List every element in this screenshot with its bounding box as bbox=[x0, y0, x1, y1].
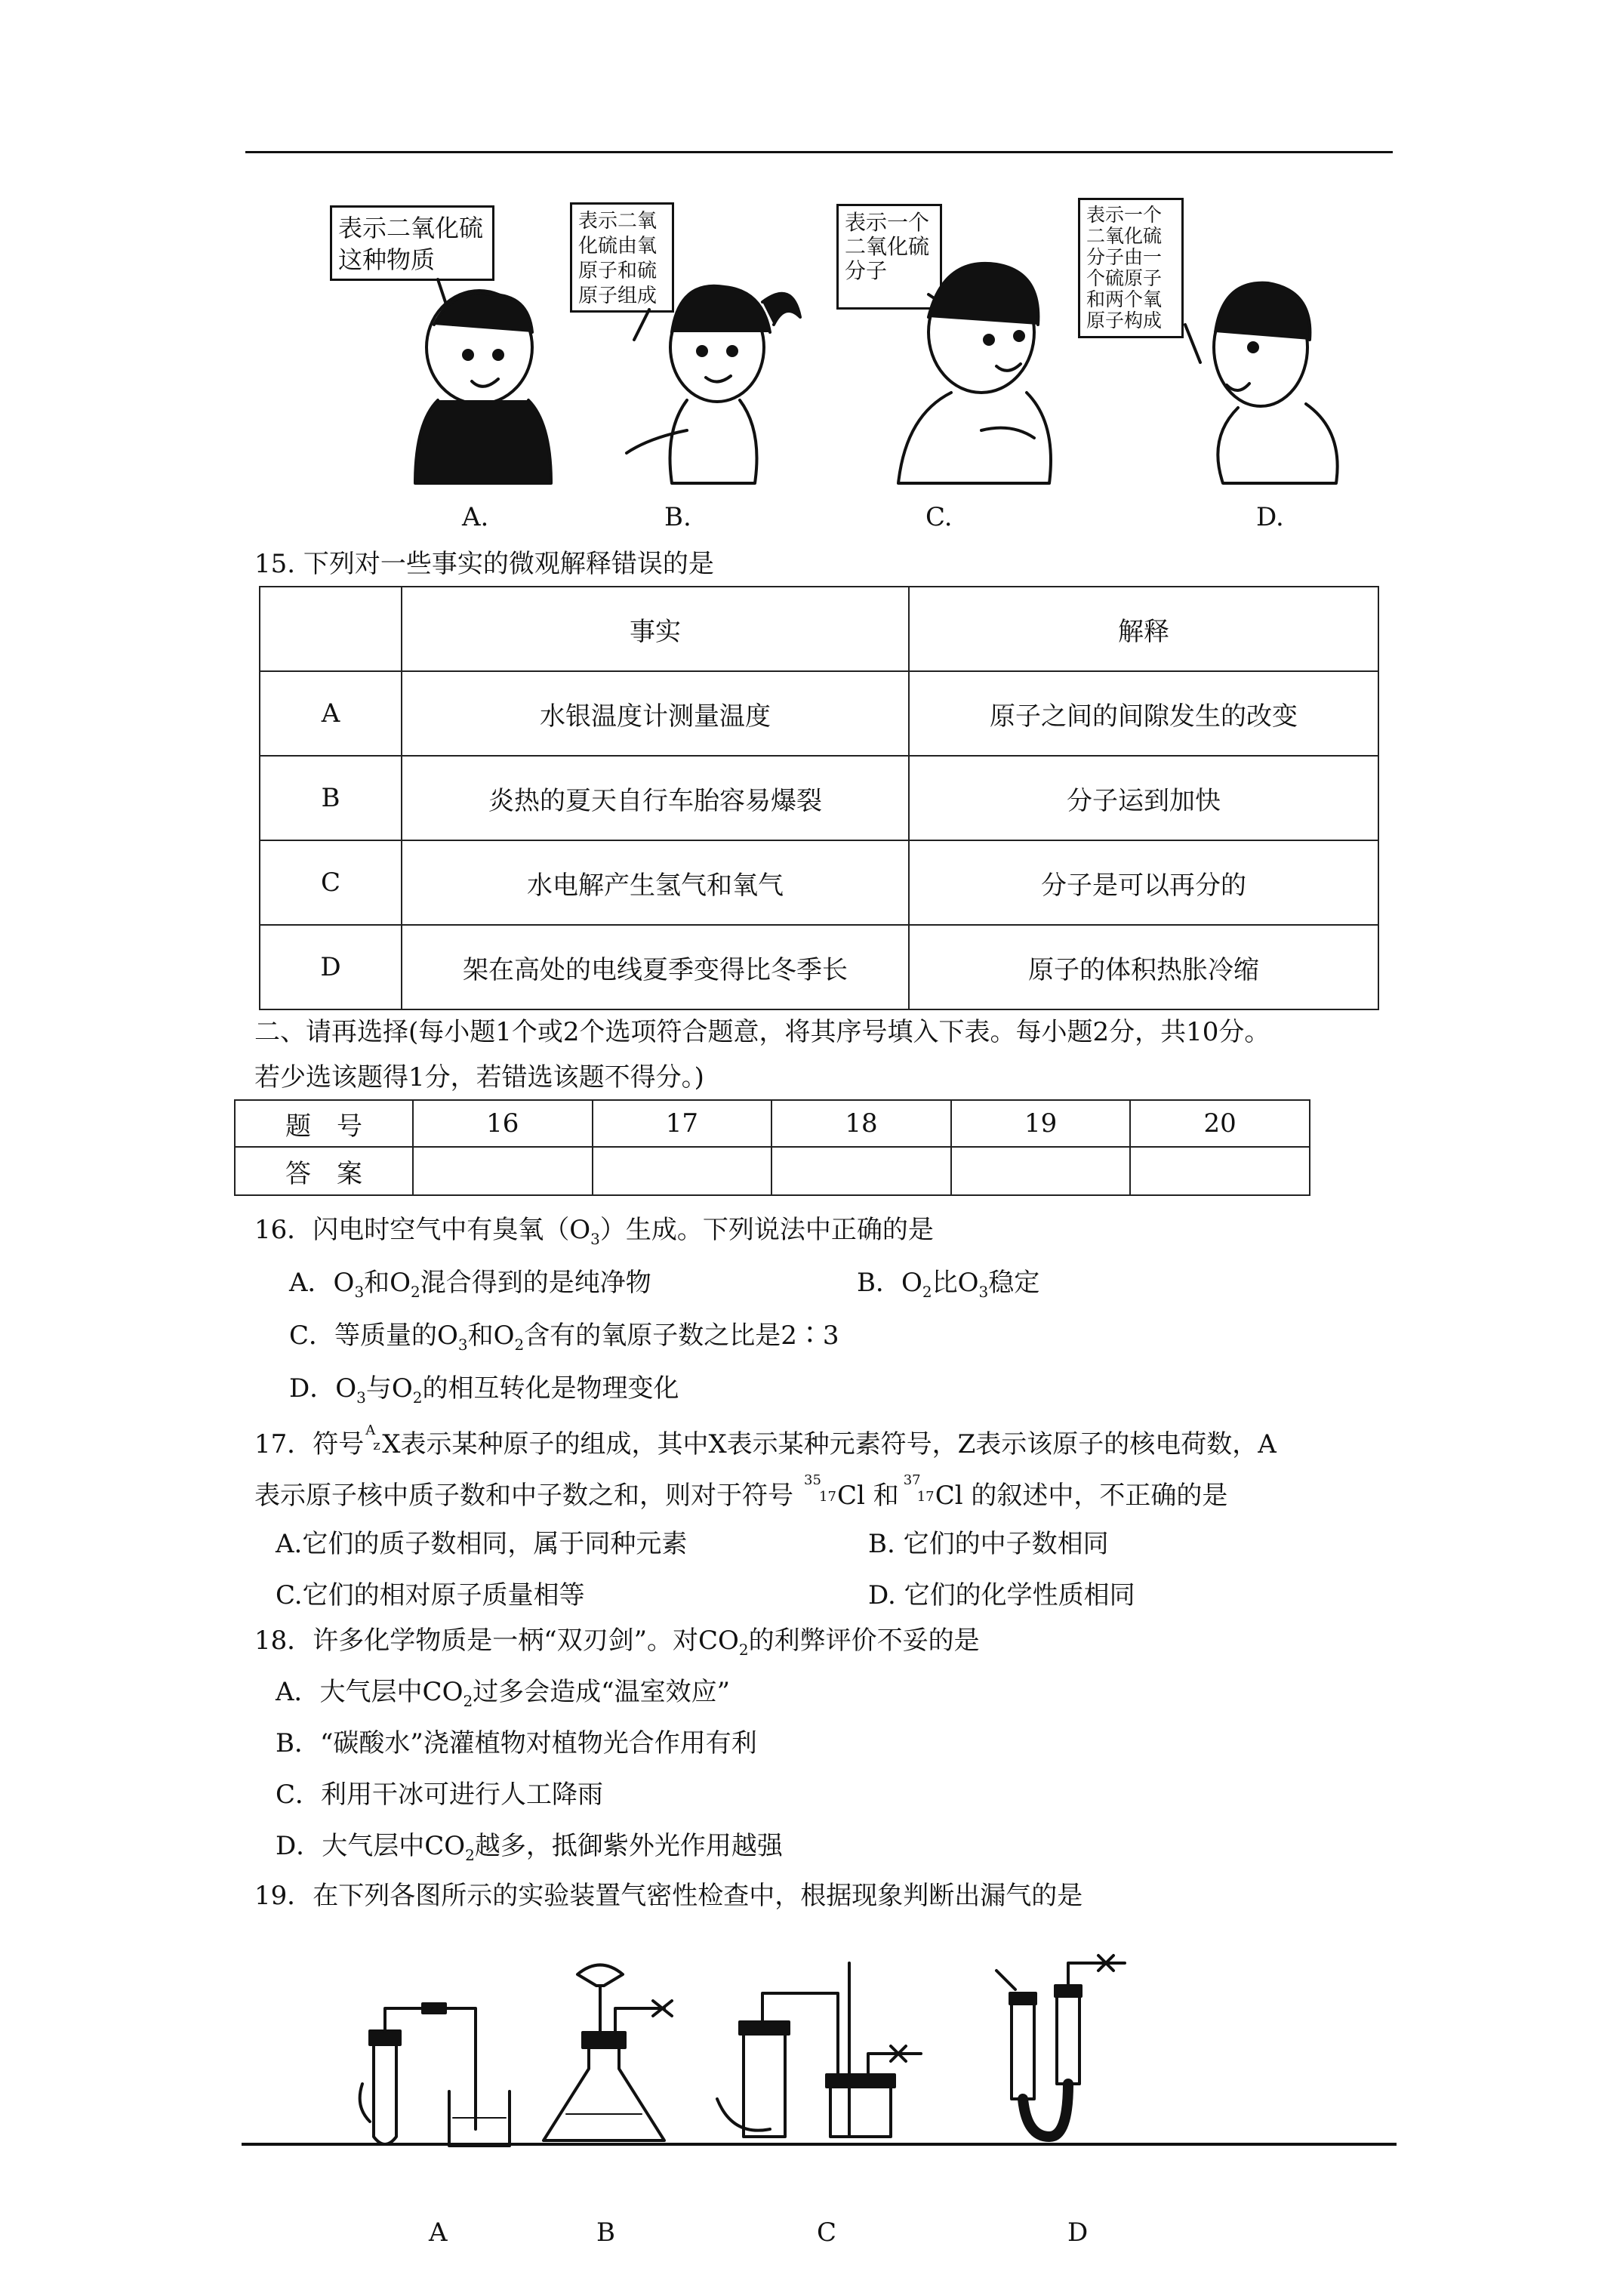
apparatus-label-b: B bbox=[596, 2217, 615, 2248]
cartoon-label-b: B. bbox=[664, 502, 691, 532]
q18-stem: 18．许多化学物质是一柄“双刃剑”。对$CO_2$的利弊评价不妥的是 bbox=[254, 1626, 980, 1659]
answer-table-row-label: 题 号 bbox=[235, 1100, 413, 1147]
cartoon-children-illustration bbox=[408, 249, 1366, 491]
answer-table-answer-label: 答 案 bbox=[235, 1147, 413, 1195]
speech-bubble-c: 表示一个二氧化硫分子 bbox=[836, 204, 942, 310]
q19-stem: 19．在下列各图所示的实验装置气密性检查中，根据现象判断出漏气的是 bbox=[254, 1881, 1083, 1911]
apparatus-illustration bbox=[242, 1948, 1397, 2174]
answer-cell-16[interactable] bbox=[413, 1147, 593, 1195]
cartoon-label-d: D. bbox=[1256, 502, 1284, 532]
cartoon-label-a: A. bbox=[462, 502, 489, 532]
section2-line1: 二、请再选择(每小题1个或2个选项符合题意，将其序号填入下表。每小题2分，共10分。 bbox=[254, 1017, 1270, 1047]
section2-line2: 若少选该题得1分，若错选该题不得分。) bbox=[254, 1062, 704, 1093]
table-row: C 水电解产生氢气和氧气 分子是可以再分的 bbox=[260, 840, 1378, 925]
q15-header-fact: 事实 bbox=[402, 587, 909, 671]
answer-cell-19[interactable] bbox=[951, 1147, 1131, 1195]
q17-line2: 表示原子核中质子数和中子数之和，则对于符号 35 17 Cl 和 37 17 Cl 的叙述中，不正确的是 bbox=[254, 1472, 1228, 1511]
q18-option-c: C．利用干冰可进行人工降雨 bbox=[276, 1780, 604, 1810]
q15-table bbox=[259, 586, 1379, 1010]
q15-header-explain: 解释 bbox=[909, 587, 1378, 671]
q17-option-d: D. 它们的化学性质相同 bbox=[868, 1580, 1135, 1610]
cartoon-label-c: C. bbox=[925, 502, 953, 532]
speech-bubble-a: 表示二氧化硫这种物质 bbox=[330, 205, 494, 281]
q16-stem: 16．闪电时空气中有臭氧$(O_3)$生成。下列说法中正确的是 bbox=[254, 1215, 934, 1248]
q16-option-a: A．$O_3$和$O_2$混合得到的是纯净物 bbox=[289, 1268, 651, 1301]
answer-table: 题 号 16 17 18 19 20 答 案 bbox=[234, 1099, 1310, 1196]
q15-header-blank bbox=[260, 587, 402, 671]
q17-option-c: C.它们的相对原子质量相等 bbox=[276, 1580, 585, 1610]
q17-line1: 17．符号 A z X表示某种原子的组成，其中X表示某种元素符号，Z表示该原子的核电荷数，A bbox=[254, 1422, 1277, 1459]
q18-option-b: B．“碳酸水”浇灌植物对植物光合作用有利 bbox=[276, 1728, 757, 1758]
apparatus-label-c: C bbox=[817, 2217, 837, 2248]
table-row: D 架在高处的电线夏季变得比冬季长 原子的体积热胀冷缩 bbox=[260, 925, 1378, 1009]
q16-option-c: C．等质量的$O_3$和$O_2$含有的氧原子数之比是2∶3 bbox=[289, 1321, 839, 1354]
apparatus-label-a: A bbox=[429, 2217, 448, 2248]
speech-bubble-d: 表示一个二氧化硫分子由一个硫原子和两个氧原子构成 bbox=[1078, 198, 1184, 338]
q15-stem: 15. 下列对一些事实的微观解释错误的是 bbox=[254, 549, 714, 579]
q16-option-b: B．$O_2$比$O_3$稳定 bbox=[857, 1268, 1040, 1301]
q18-option-d: D．大气层中$CO_2$越多，抵御紫外光作用越强 bbox=[276, 1831, 783, 1864]
answer-cell-20[interactable] bbox=[1130, 1147, 1310, 1195]
answer-cell-18[interactable] bbox=[771, 1147, 951, 1195]
q16-option-d: D．$O_3$与$O_2$的相互转化是物理变化 bbox=[289, 1373, 679, 1407]
table-row: A 水银温度计测量温度 原子之间的间隙发生的改变 bbox=[260, 671, 1378, 756]
speech-bubble-b: 表示二氧化硫由氧原子和硫原子组成 bbox=[570, 202, 674, 313]
q18-option-a: A．大气层中$CO_2$过多会造成“温室效应” bbox=[276, 1677, 730, 1710]
apparatus-label-d: D bbox=[1067, 2217, 1089, 2248]
q17-option-b: B. 它们的中子数相同 bbox=[868, 1529, 1109, 1559]
table-row: B 炎热的夏天自行车胎容易爆裂 分子运到加快 bbox=[260, 756, 1378, 840]
answer-cell-17[interactable] bbox=[593, 1147, 772, 1195]
q17-option-a: A.它们的质子数相同，属于同种元素 bbox=[276, 1529, 688, 1559]
top-rule bbox=[245, 151, 1393, 153]
